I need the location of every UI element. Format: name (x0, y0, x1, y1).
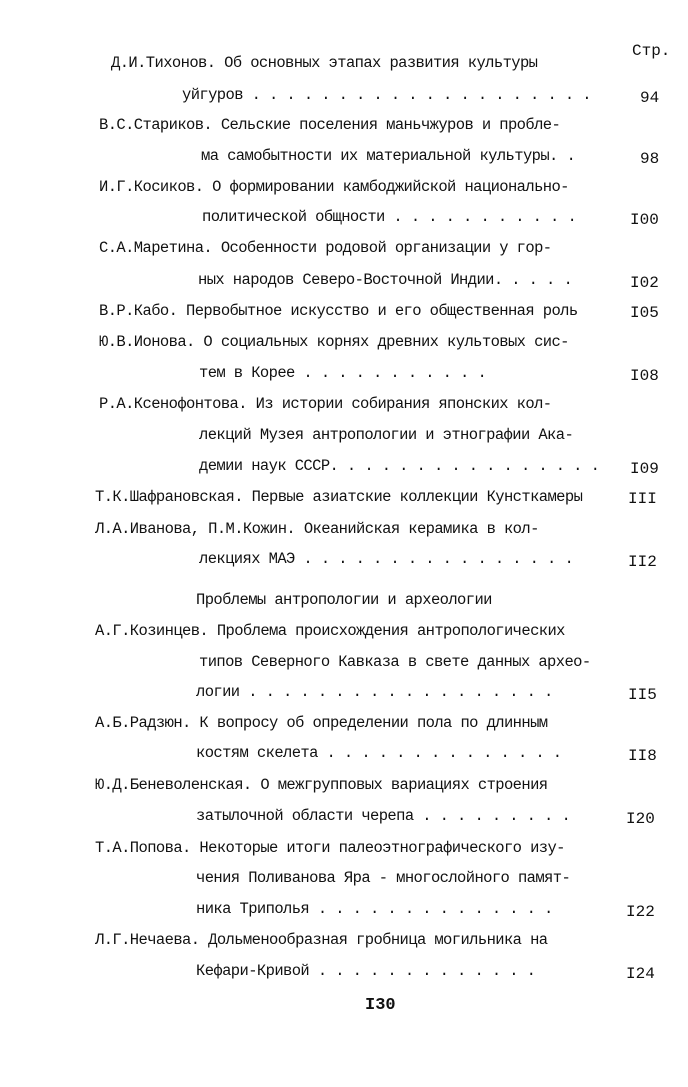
toc-entry-line: Т.К.Шафрановская. Первые азиатские коллекции Кунсткамеры (95, 488, 583, 506)
toc-entry-line: чения Поливанова Яра - многослойного памят- (196, 869, 571, 887)
toc-entry-line: ника Триполья . . . . . . . . . . . . . . (196, 900, 553, 918)
toc-page-number: I20 (626, 810, 655, 828)
toc-entry-line: Т.А.Попова. Некоторые итоги палеоэтнографического изу- (95, 839, 565, 857)
toc-page-number: I00 (630, 211, 659, 229)
toc-entry-line: тем в Корее . . . . . . . . . . . (199, 364, 487, 382)
toc-entry-line: ма самобытности их материальной культуры. . (201, 147, 576, 165)
toc-entry-line: Ю.В.Ионова. О социальных корнях древних культовых сис- (99, 333, 569, 351)
toc-entry-line: Р.А.Ксенофонтова. Из истории собирания японских кол- (99, 395, 552, 413)
toc-page-number: I08 (630, 367, 659, 385)
toc-entry-line: А.Г.Козинцев. Проблема происхождения антропологических (95, 622, 565, 640)
toc-entry-line: Л.Г.Нечаева. Дольменообразная гробница могильника на (95, 931, 548, 949)
toc-entry-line: уйгуров . . . . . . . . . . . . . . . . . . . . (182, 86, 591, 104)
toc-entry-line: Ю.Д.Беневоленская. О межгрупповых вариациях строения (95, 776, 548, 794)
toc-entry-line: Кефари-Кривой . . . . . . . . . . . . . (196, 962, 536, 980)
toc-page-number: 98 (640, 150, 660, 168)
toc-page-number: 94 (640, 89, 660, 107)
toc-entry-line: лекций Музея антропологии и этнографии Ака- (199, 426, 574, 444)
toc-entry-line: ных народов Северо-Восточной Индии. . . . . (198, 271, 573, 289)
section-heading: Проблемы антропологии и археологии (196, 591, 492, 609)
toc-page-number: II5 (628, 686, 657, 704)
toc-page-number: I05 (630, 304, 659, 322)
toc-entry-line: логии . . . . . . . . . . . . . . . . . . (196, 683, 553, 701)
toc-entry-line: А.Б.Радзюн. К вопросу об определении пола по длинным (95, 714, 548, 732)
toc-entry-line: лекциях МАЭ . . . . . . . . . . . . . . . . (199, 550, 574, 568)
toc-page-number: I24 (626, 965, 655, 983)
toc-entry-line: демии наук СССР. . . . . . . . . . . . . . . . (199, 457, 600, 475)
toc-page-number: I02 (630, 274, 659, 292)
page-number: I30 (365, 996, 396, 1015)
toc-entry-line: И.Г.Косиков. О формировании камбоджийской национально- (99, 178, 569, 196)
toc-entry-line: затылочной области черепа . . . . . . . . . (196, 807, 571, 825)
toc-entry-line: Д.И.Тихонов. Об основных этапах развития культуры (111, 54, 538, 72)
toc-page-number: I22 (626, 903, 655, 921)
toc-entry-line: типов Северного Кавказа в свете данных археo- (199, 653, 591, 671)
pages-column-label: Стр. (632, 42, 671, 60)
toc-page-number: II8 (628, 747, 657, 765)
toc-entry-line: В.Р.Кабо. Первобытное искусство и его общественная роль (99, 302, 578, 320)
toc-page-number: III (628, 490, 657, 508)
toc-entry-line: политической общности . . . . . . . . . . . (202, 208, 577, 226)
toc-entry-line: В.С.Стариков. Сельские поселения маньчжуров и пробле- (99, 116, 561, 134)
toc-entry-line: Л.А.Иванова, П.М.Кожин. Океанийская керамика в кол- (95, 520, 539, 538)
toc-entry-line: костям скелета . . . . . . . . . . . . . . (196, 744, 562, 762)
toc-entry-line: С.А.Маретина. Особенности родовой организации у гор- (99, 239, 552, 257)
toc-page-number: I09 (630, 460, 659, 478)
toc-page-number: II2 (628, 553, 657, 571)
